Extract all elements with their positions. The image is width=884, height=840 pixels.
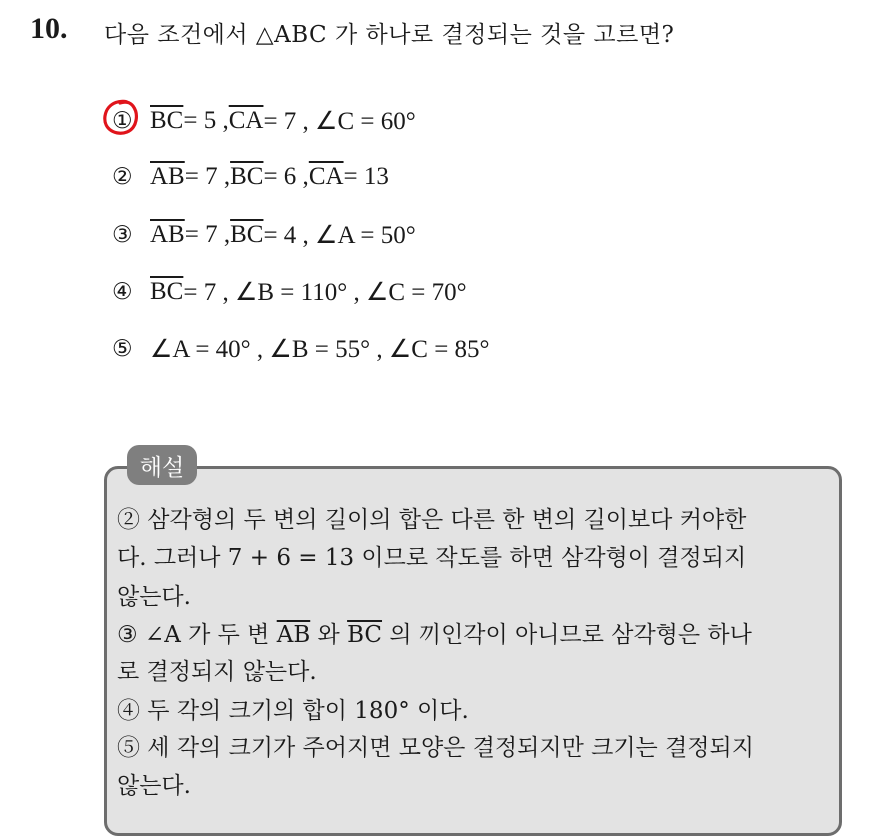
choice-3[interactable] (112, 218, 416, 252)
text-run: 로 결정되지 않는다. (117, 659, 317, 685)
choice-number: ④ (112, 279, 133, 305)
text-run: = 7 , ∠B = 110° , ∠C = 70° (183, 279, 467, 306)
segment-name: $\overline{AB}$ (150, 221, 185, 248)
segment-name: $\overline{BC}$ (230, 163, 264, 190)
segment-name: $\overline{CA}$ (308, 163, 344, 190)
explanation-line (117, 505, 837, 535)
text-run: ④ 두 각의 크기의 합이 180° 이다. (117, 698, 469, 724)
answer-circle-mark (101, 98, 141, 138)
segment-name: $\overline{AB}$ (276, 622, 311, 648)
choice-number: ① (112, 108, 133, 134)
segment-name: $\overline{CA}$ (228, 107, 264, 134)
text-run: 않는다. (117, 773, 191, 799)
explanation-line (117, 543, 837, 573)
segment-name: $\overline{BC}$ (347, 622, 383, 648)
explanation-line (117, 620, 837, 650)
question-text: 다음 조건에서 △ABC 가 하나로 결정되는 것을 고르면? (104, 22, 675, 48)
text-run: ③ ∠A 가 두 변 (117, 622, 277, 648)
segment-name: $\overline{BC}$ (230, 221, 264, 248)
text-run: ∠A = 40° , ∠B = 55° , ∠C = 85° (150, 336, 490, 363)
text-run: 않는다. (117, 584, 191, 610)
segment-name: $\overline{BC}$ (150, 278, 184, 305)
text-run: = 13 (343, 163, 389, 190)
segment-name: $\overline{BC}$ (150, 107, 184, 134)
text-run: ② 삼각형의 두 변의 길이의 합은 다른 한 변의 길이보다 커야한 (117, 507, 747, 533)
text-run: ⑤ 세 각의 크기가 주어지면 모양은 결정되지만 크기는 결정되지 (117, 735, 754, 761)
text-run: 다. 그러나 7 + 6 = 13 이므로 작도를 하면 삼각형이 결정되지 (117, 545, 747, 571)
text-run: = 6 , (263, 163, 309, 190)
choice-4[interactable] (112, 275, 467, 309)
explanation-line (117, 582, 837, 612)
choice-5[interactable] (112, 332, 490, 366)
text-run: = 7 , (184, 221, 231, 248)
text-run: = 5 , (183, 107, 229, 134)
explanation-line (117, 733, 837, 763)
explanation-tag: 해설 (127, 445, 197, 485)
text-run: = 4 , ∠A = 50° (263, 222, 416, 249)
question-number: 10. (30, 12, 68, 45)
choice-number: ② (112, 164, 133, 190)
text-run: 의 끼인각이 아니므로 삼각형은 하나 (382, 622, 752, 648)
choice-number: ③ (112, 222, 133, 248)
explanation-line (117, 771, 837, 801)
text-run: 와 (310, 622, 348, 648)
explanation-line (117, 657, 837, 687)
text-run: = 7 , ∠C = 60° (263, 108, 416, 135)
segment-name: $\overline{AB}$ (150, 163, 185, 190)
choice-number: ⑤ (112, 336, 133, 362)
explanation-line (117, 696, 837, 726)
choice-2[interactable] (112, 160, 389, 194)
text-run: = 7 , (184, 163, 231, 190)
choice-1[interactable] (112, 104, 416, 138)
